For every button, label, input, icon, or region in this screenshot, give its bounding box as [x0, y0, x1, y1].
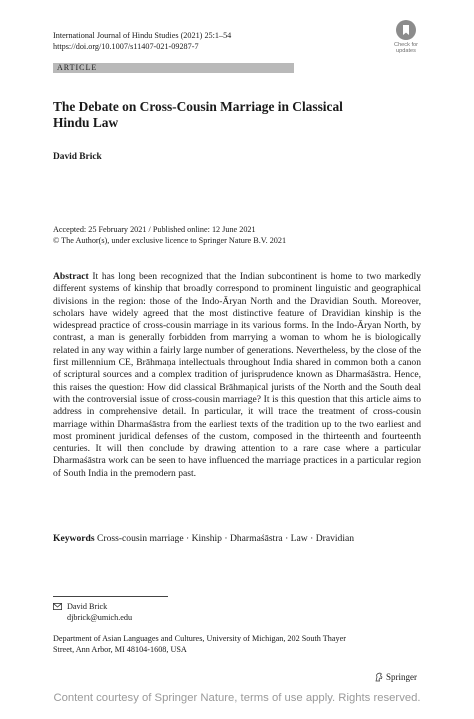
abstract	[53, 271, 421, 480]
contact-email[interactable]: djbrick@umich.edu	[67, 613, 133, 622]
doi-link[interactable]: https://doi.org/10.1007/s11407-021-09287-7	[53, 42, 199, 51]
journal-citation: International Journal of Hindu Studies (2021) 25:1–54	[53, 31, 232, 40]
article-title	[53, 99, 393, 131]
copyright-watermark: Content courtesy of Springer Nature, terms of use apply. Rights reserved.	[53, 692, 421, 704]
publication-info	[53, 224, 286, 246]
badge-label-line1: Check for	[394, 42, 418, 48]
author-affiliation	[53, 633, 403, 655]
author-name: David Brick	[53, 152, 102, 162]
affiliation-line-2: Street, Ann Arbor, MI 48104-1608, USA	[53, 645, 187, 654]
footnote-divider	[53, 596, 168, 597]
publication-dates: Accepted: 25 February 2021 / Published online: 12 June 2021	[53, 225, 256, 234]
springer-horse-icon	[374, 672, 384, 682]
badge-label-line2: updates	[396, 48, 416, 54]
keywords	[53, 533, 354, 545]
abstract-text: It has long been recognized that the Indian subcontinent is home to two markedly different systems of kinship that broadly correspond to prominent linguistic and geographical divisions in the region: those of the Indo-Āryan North and the Dravidian South. Moreover, scholars have widely agreed that the most distinctive feature of Dravidian kinship is the widespread practice of cross-cousin marriage in its various forms. In the Indo-Āryan North, by contrast, a man is generally forbidden from marrying a woman to whom he is biologically related in any way within a fairly large number of generations. Nevertheless, by the close of the first millennium CE, Brāhmaṇa intellectuals throughout India shared in common both a canon of scriptural sources and a complex tradition of jurisprudence known as Dharmaśāstra. Hence, this raises the question: How did classical Brāhmaṇical jurists of the North and the South deal with the controversial issue of cross-cousin marriage? It is this question that this article aims to address in comprehensive detail. In particular, it will trace the treatment of cross-cousin marriage within Dharmaśāstra from the earliest texts of the tradition up to the two earliest and most prominent juridical defenses of the custom, composed in the thirteenth and fourteenth centuries. It will then conclude by drawing attention to a rare case where a particular Dharmaśāstra work can be seen to have influenced the marriage practices in a particular region of South India in the premodern past.	[53, 271, 421, 479]
contact-name: David Brick	[67, 602, 108, 611]
check-for-updates-badge[interactable]	[388, 20, 424, 60]
keywords-list: Cross-cousin marriage · Kinship · Dharmaśāstra · Law · Dravidian	[96, 533, 355, 544]
publisher-logo	[374, 672, 417, 682]
envelope-icon	[53, 601, 67, 612]
keywords-heading: Keywords	[53, 533, 95, 544]
affiliation-line-1: Department of Asian Languages and Cultures, University of Michigan, 202 South Thayer	[53, 634, 346, 643]
title-line-1: The Debate on Cross-Cousin Marriage in Classical	[53, 99, 343, 114]
corresponding-author	[53, 601, 132, 623]
bookmark-icon	[396, 20, 416, 40]
title-line-2: Hindu Law	[53, 115, 119, 130]
copyright-notice: © The Author(s), under exclusive licence to Springer Nature B.V. 2021	[53, 236, 287, 245]
abstract-heading: Abstract	[53, 271, 89, 282]
journal-header	[53, 30, 231, 52]
publisher-name: Springer	[386, 672, 417, 682]
section-label: ARTICLE	[53, 63, 294, 73]
